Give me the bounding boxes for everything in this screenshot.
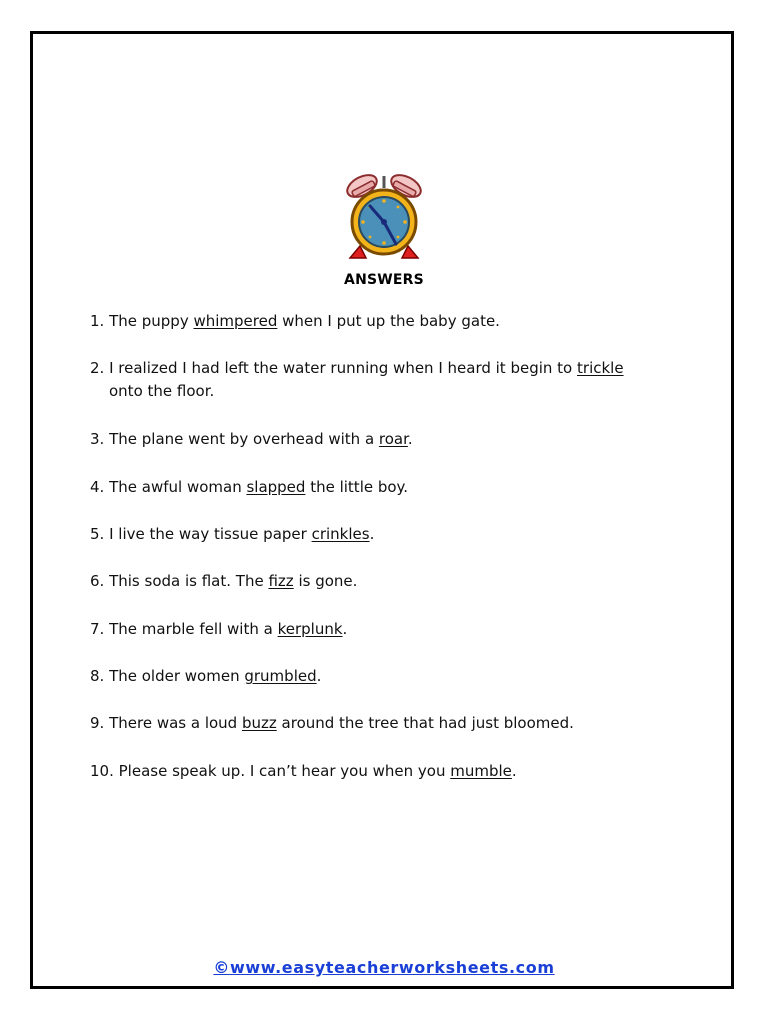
list-item [90, 712, 574, 735]
list-item [90, 357, 624, 403]
copyright-link[interactable]: ©www.easyteacherworksheets.com [213, 958, 555, 977]
item-text: the little boy. [305, 478, 409, 496]
answer-word: buzz [241, 714, 277, 732]
answer-word: grumbled [244, 667, 317, 685]
item-text: . [342, 620, 348, 638]
item-text: The puppy [104, 312, 194, 330]
list-item [90, 523, 374, 546]
item-number: 6. [90, 572, 105, 590]
list-item [90, 428, 413, 451]
item-text: . [369, 525, 375, 543]
item-text: is gone. [293, 572, 358, 590]
item-number: 9. [90, 714, 105, 732]
item-number: 4. [90, 478, 105, 496]
item-number: 10. [90, 762, 114, 780]
answer-word: whimpered [193, 312, 278, 330]
answers-heading: ANSWERS [344, 272, 424, 288]
item-text: The plane went by overhead with a [109, 430, 379, 448]
item-text: This soda is flat. The [109, 572, 269, 590]
answer-word: crinkles [311, 525, 370, 543]
item-number: 1. [90, 312, 105, 330]
list-item [90, 665, 321, 688]
answer-word: roar [378, 430, 408, 448]
item-number: 8. [90, 667, 105, 685]
answer-word: kerplunk [277, 620, 343, 638]
list-item [90, 476, 408, 499]
item-continuation: onto the floor. [109, 382, 215, 400]
item-text: I realized I had left the water running when I heard it begin to [109, 359, 578, 377]
item-number: 2. [90, 359, 105, 377]
item-number: 7. [90, 620, 105, 638]
list-item [90, 570, 357, 593]
item-text: There was a loud [109, 714, 242, 732]
item-text: . [407, 430, 413, 448]
item-text: I live the way tissue paper [109, 525, 312, 543]
item-text: when I put up the baby gate. [277, 312, 500, 330]
answer-word: fizz [268, 572, 294, 590]
item-text: around the tree that had just bloomed. [276, 714, 574, 732]
list-item [90, 618, 347, 641]
item-text: The awful woman [109, 478, 247, 496]
item-text: Please speak up. I can’t hear you when you [118, 762, 451, 780]
answer-word: trickle [577, 359, 624, 377]
list-item [90, 310, 500, 333]
item-number: 5. [90, 525, 105, 543]
answer-word: slapped [246, 478, 306, 496]
item-text: . [511, 762, 517, 780]
item-text: The older women [109, 667, 245, 685]
answer-word: mumble [450, 762, 512, 780]
alarm-clock-icon [340, 168, 428, 264]
item-text: . [316, 667, 322, 685]
list-item [90, 760, 517, 783]
item-text: The marble fell with a [109, 620, 278, 638]
item-number: 3. [90, 430, 105, 448]
